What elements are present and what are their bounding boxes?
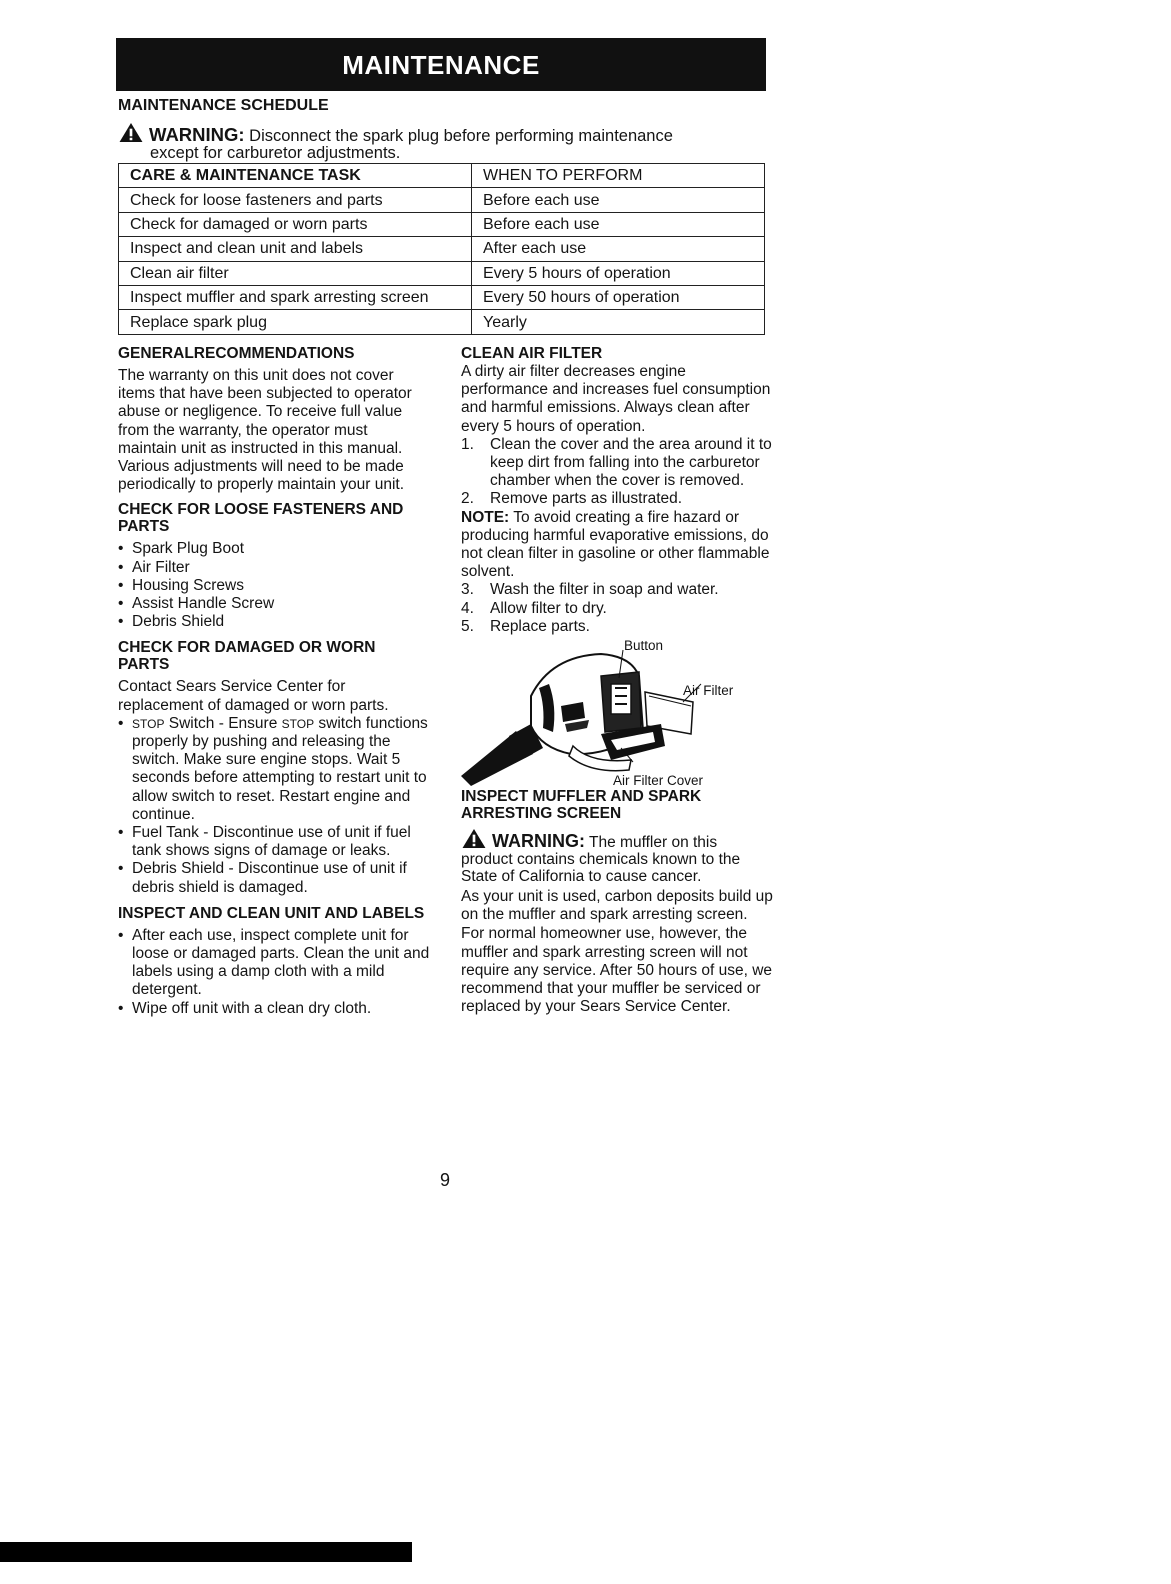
list-item	[461, 618, 773, 636]
air-filter-illustration	[461, 636, 761, 789]
table-header: CARE & MAINTENANCE TASK	[119, 164, 472, 188]
list-item: • Debris Shield - Discontinue use of unit if debris shield is damaged.	[118, 860, 430, 896]
table-cell: Every 50 hours of operation	[472, 285, 765, 309]
table-cell: Replace spark plug	[119, 310, 472, 334]
table-cell: After each use	[472, 237, 765, 261]
list-item	[118, 715, 430, 824]
clean-air-filter-heading: CLEAN AIR FILTER	[461, 345, 603, 362]
list-item: • Wipe off unit with a clean dry cloth.	[118, 1000, 430, 1018]
table-cell: Inspect muffler and spark arresting screen	[119, 285, 472, 309]
muffler-text-1: As your unit is used, carbon deposits build up on the muffler and spark arresting screen.	[461, 888, 773, 924]
damaged-parts-heading: CHECK FOR DAMAGED OR WORN PARTS	[118, 639, 376, 674]
stop-word: STOP	[132, 716, 165, 731]
engine-drawing-icon	[461, 636, 761, 786]
list-item: • Fuel Tank - Discontinue use of unit if fuel tank shows signs of damage or leaks.	[118, 824, 430, 860]
list-item	[461, 436, 773, 491]
general-recommendations-heading: GENERALRECOMMENDATIONS	[118, 345, 355, 362]
step-text: Allow filter to dry.	[490, 599, 607, 617]
page-number: 9	[440, 1170, 451, 1190]
step-text: Wash the filter in soap and water.	[490, 581, 719, 599]
muffler-text-2: For normal homeowner use, however, the muffler and spark arresting screen will not require any service. After 50 hours of use, we recommend that your muffler be serviced or replaced by your Sears Service Center.	[461, 925, 773, 1016]
table-header: WHEN TO PERFORM	[472, 164, 765, 188]
list-item: • Assist Handle Screw	[118, 595, 430, 613]
step-text: Replace parts.	[490, 617, 590, 635]
table-cell: Clean air filter	[119, 261, 472, 285]
warning-icon	[461, 828, 487, 849]
list-item: • Air Filter	[118, 559, 430, 577]
step-number: 1.	[461, 435, 474, 453]
note-label: NOTE:	[461, 508, 510, 526]
step-text: Clean the cover and the area around it to keep dirt from falling into the carburetor chamber when the cover is removed.	[490, 435, 772, 490]
stop-text-b: switch functions properly by pushing and releasing the switch. Make sure engine stops. Wait 5 seconds before attempting to restart unit to allow switch to reset. Restart engine and continue.	[132, 714, 428, 823]
list-item: • Debris Shield	[118, 613, 430, 631]
schedule-warning	[118, 122, 778, 162]
note	[461, 509, 773, 582]
right-column	[461, 345, 773, 1023]
table-row	[119, 212, 765, 236]
note-text: To avoid creating a fire hazard or producing harmful evaporative emissions, do not clean filter in gasoline or other flammable solvent.	[461, 508, 770, 581]
clean-air-filter-text: A dirty air filter decreases engine performance and increases fuel consumption and harmful emissions. Always clean after every 5 hours of operation.	[461, 363, 771, 435]
step-number: 5.	[461, 617, 474, 635]
table-cell: Before each use	[472, 188, 765, 212]
table-cell: Before each use	[472, 212, 765, 236]
air-filter-steps-a	[461, 436, 773, 509]
stop-word: STOP	[281, 716, 315, 731]
page-banner: MAINTENANCE	[116, 38, 766, 91]
warning-text: Disconnect the spark plug before performing maintenance	[249, 127, 673, 145]
table-cell: Check for loose fasteners and parts	[119, 188, 472, 212]
list-item	[461, 600, 773, 618]
list-item	[461, 581, 773, 599]
warning-icon	[118, 122, 144, 143]
warning-label: WARNING:	[492, 831, 585, 852]
general-recommendations-text: The warranty on this unit does not cover items that have been subjected to operator abuse or negligence. To receive full value from the warranty, the operator must maintain unit as instructed in this manual. Various adjustments will need to be made periodically to properly maintain your unit.	[118, 367, 412, 494]
table-row	[119, 261, 765, 285]
list-item: • After each use, inspect complete unit for loose or damaged parts. Clean the unit and labels using a damp cloth with a mild detergent.	[118, 927, 430, 1000]
inspect-clean-heading: INSPECT AND CLEAN UNIT AND LABELS	[118, 904, 425, 922]
step-text: Remove parts as illustrated.	[490, 490, 683, 508]
inspect-clean-list	[118, 927, 430, 1018]
table-row	[119, 285, 765, 309]
warning-label: WARNING:	[149, 124, 245, 145]
warning-text-cont: except for carburetor adjustments.	[150, 144, 401, 162]
bottom-bar	[0, 1542, 412, 1562]
step-number: 3.	[461, 581, 474, 599]
muffler-warning	[461, 828, 773, 885]
figure-label-air-filter-cover: Air Filter Cover	[613, 773, 704, 789]
stop-text-a: Switch - Ensure	[164, 714, 282, 732]
inspect-muffler-heading: INSPECT MUFFLER AND SPARK ARRESTING SCREEN	[461, 788, 702, 823]
loose-fasteners-heading: CHECK FOR LOOSE FASTENERS AND PARTS	[118, 501, 404, 536]
step-number: 2.	[461, 490, 474, 508]
damaged-parts-text: Contact Sears Service Center for replacement of damaged or worn parts.	[118, 678, 389, 714]
table-cell: Yearly	[472, 310, 765, 334]
figure-label-button: Button	[624, 638, 664, 654]
table-row	[119, 237, 765, 261]
list-item: • Spark Plug Boot	[118, 540, 430, 558]
table-cell: Check for damaged or worn parts	[119, 212, 472, 236]
figure-label-air-filter: Air Filter	[683, 683, 734, 699]
table-cell: Every 5 hours of operation	[472, 261, 765, 285]
list-item: • Housing Screws	[118, 577, 430, 595]
maintenance-schedule-table	[118, 163, 765, 335]
air-filter-steps-b	[461, 581, 773, 636]
maintenance-schedule-heading: MAINTENANCE SCHEDULE	[118, 97, 329, 114]
table-row	[119, 188, 765, 212]
left-column	[118, 345, 430, 1026]
damaged-parts-list	[118, 715, 430, 897]
table-cell: Inspect and clean unit and labels	[119, 237, 472, 261]
list-item	[461, 490, 773, 508]
loose-fasteners-list	[118, 540, 430, 631]
warning-text: The muffler on this product contains chemicals known to the State of California to cause cancer.	[461, 834, 741, 886]
table-row	[119, 310, 765, 334]
step-number: 4.	[461, 599, 474, 617]
table-header-row	[119, 164, 765, 188]
